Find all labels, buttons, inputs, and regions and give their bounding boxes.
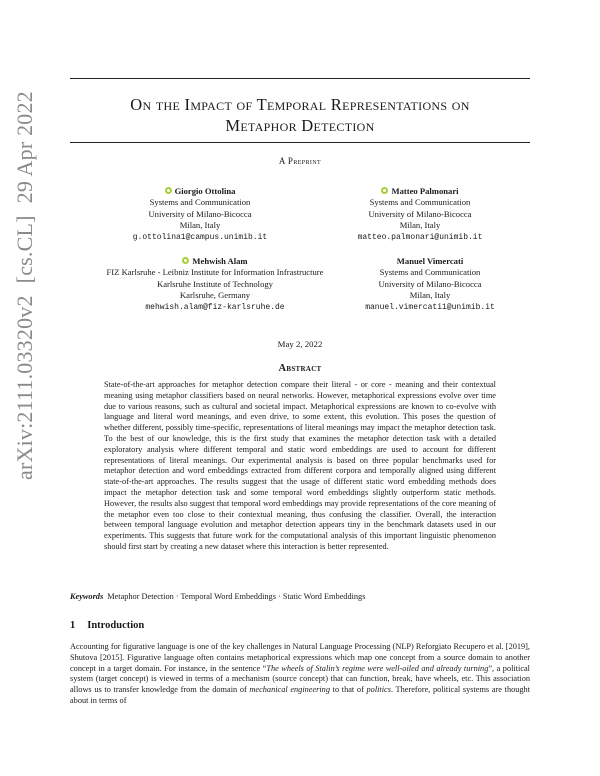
author-institution: University of Milano-Bicocca <box>378 278 482 289</box>
author-email[interactable]: manuel.vimercati1@unimib.it <box>365 302 495 312</box>
author-dept: Systems and Communication <box>149 197 251 208</box>
intro-quote: The wheels of Stalin’s regime were well-oiled and already turning <box>266 663 489 673</box>
author-name: Giorgio Ottolina <box>174 186 236 196</box>
intro-text: ”, a political system (target concept) is viewed in terms of a mechanism (source concept) that can function, break, have wheels, etc. This association allows us to transfer knowledge from the domain of <box>70 663 530 695</box>
intro-paragraph <box>70 642 530 707</box>
author-name: Manuel Vimercati <box>396 256 464 266</box>
author-block <box>320 256 540 313</box>
author-dept: Systems and Communication <box>369 197 471 208</box>
intro-text: to that of <box>329 685 367 695</box>
arxiv-category: [cs.CL] <box>12 215 37 284</box>
arxiv-stamp <box>12 91 38 480</box>
author-block <box>80 186 320 243</box>
arxiv-date: 29 Apr 2022 <box>12 91 37 204</box>
paper-title <box>70 94 530 136</box>
abstract-text: State-of-the-art approaches for metaphor detection compare their literal - or core - meaning and their contextual meaning using metaphor classifiers based on neural networks. However, metaphorical expressions evolve over time due to various reasons, such as cultural and societal impact. Metaphorical expressions are known to co-evolve with language and literal word meanings, and even drive, to some extent, this evolution. This poses the question of whether different, possibly time-specific, representations of literal meanings may impact the metaphor detection task. To the best of our knowledge, this is the first study that examines the metaphor detection task with a detailed exploratory analysis where different temporal and static word embeddings are used to account for different representations of literal meanings. Our experimental analysis is based on three popular benchmarks used for metaphor detection and word embeddings extracted from different corpora and temporally aligned using different state-of-the-art approaches. The results suggest that the usage of different static word embedding methods does impact the metaphor detection task and some temporal word embeddings slightly outperform static methods. However, the results also suggest that temporal word embeddings may provide representations of the core meaning of the metaphor even too close to their contextual meaning, thus confusing the classifier. Overall, the interaction between temporal language evolution and metaphor detection appears tiny in the benchmark datasets used in our experiments. This suggests that future work for the computational analysis of this important linguistic phenomenon should first start by creating a new dataset where this interaction is better represented. <box>104 380 496 551</box>
author-name: Mehwish Alam <box>192 256 248 266</box>
title-rule-bottom <box>70 142 530 143</box>
section-number: 1 <box>70 620 76 631</box>
author-email[interactable]: matteo.palmonari@unimib.it <box>357 232 483 242</box>
author-block <box>300 186 540 243</box>
arxiv-id[interactable]: arXiv:2111.03320v2 <box>12 295 37 480</box>
intro-text: . Therefore, political systems are thought about in terms of <box>70 685 530 705</box>
orcid-icon[interactable] <box>182 257 189 264</box>
title-line-1: On the Impact of Temporal Representations on <box>130 95 470 114</box>
preprint-label: A Preprint <box>278 156 322 166</box>
title-rule-top <box>70 78 530 79</box>
section-title: Introduction <box>87 620 145 631</box>
orcid-icon[interactable] <box>165 187 172 194</box>
author-location: Karlsruhe, Germany <box>179 290 251 301</box>
author-block <box>85 256 345 313</box>
author-institution: University of Milano-Bicocca <box>148 208 252 219</box>
author-name: Matteo Palmonari <box>391 186 459 196</box>
author-location: Milan, Italy <box>399 220 441 231</box>
abstract-heading: Abstract <box>278 363 322 374</box>
author-institution: University of Milano-Bicocca <box>368 208 472 219</box>
intro-text: Accounting for figurative language is one of the key challenges in Natural Language Processing (NLP) Reforgiato Recupero et al. [2019], Shutova [2015]. Figurative language often contains metaphorical expressions which map one concept from a source domain to another concept in a target domain. For instance, in the sentence “ <box>70 642 530 673</box>
paper-date: May 2, 2022 <box>277 339 323 349</box>
keywords-line <box>70 592 530 601</box>
author-dept: FIZ Karlsruhe - Leibniz Institute for Information Infrastructure <box>106 267 324 278</box>
author-institution: Karlsruhe Institute of Technology <box>157 278 273 289</box>
author-dept: Systems and Communication <box>379 267 481 278</box>
intro-emphasis: mechanical engineering <box>249 685 330 695</box>
keywords-label: Keywords <box>70 592 104 601</box>
author-location: Milan, Italy <box>179 220 221 231</box>
orcid-icon[interactable] <box>381 187 388 194</box>
author-email[interactable]: mehwish.alam@fiz-karlsruhe.de <box>145 302 285 312</box>
section-heading <box>70 620 144 631</box>
intro-emphasis: politics <box>366 685 391 695</box>
author-email[interactable]: g.ottolina1@campus.unimib.it <box>132 232 268 242</box>
title-line-2: Metaphor Detection <box>225 116 375 135</box>
keywords-list: Metaphor Detection · Temporal Word Embeddings · Static Word Embeddings <box>107 592 366 601</box>
author-location: Milan, Italy <box>409 290 451 301</box>
